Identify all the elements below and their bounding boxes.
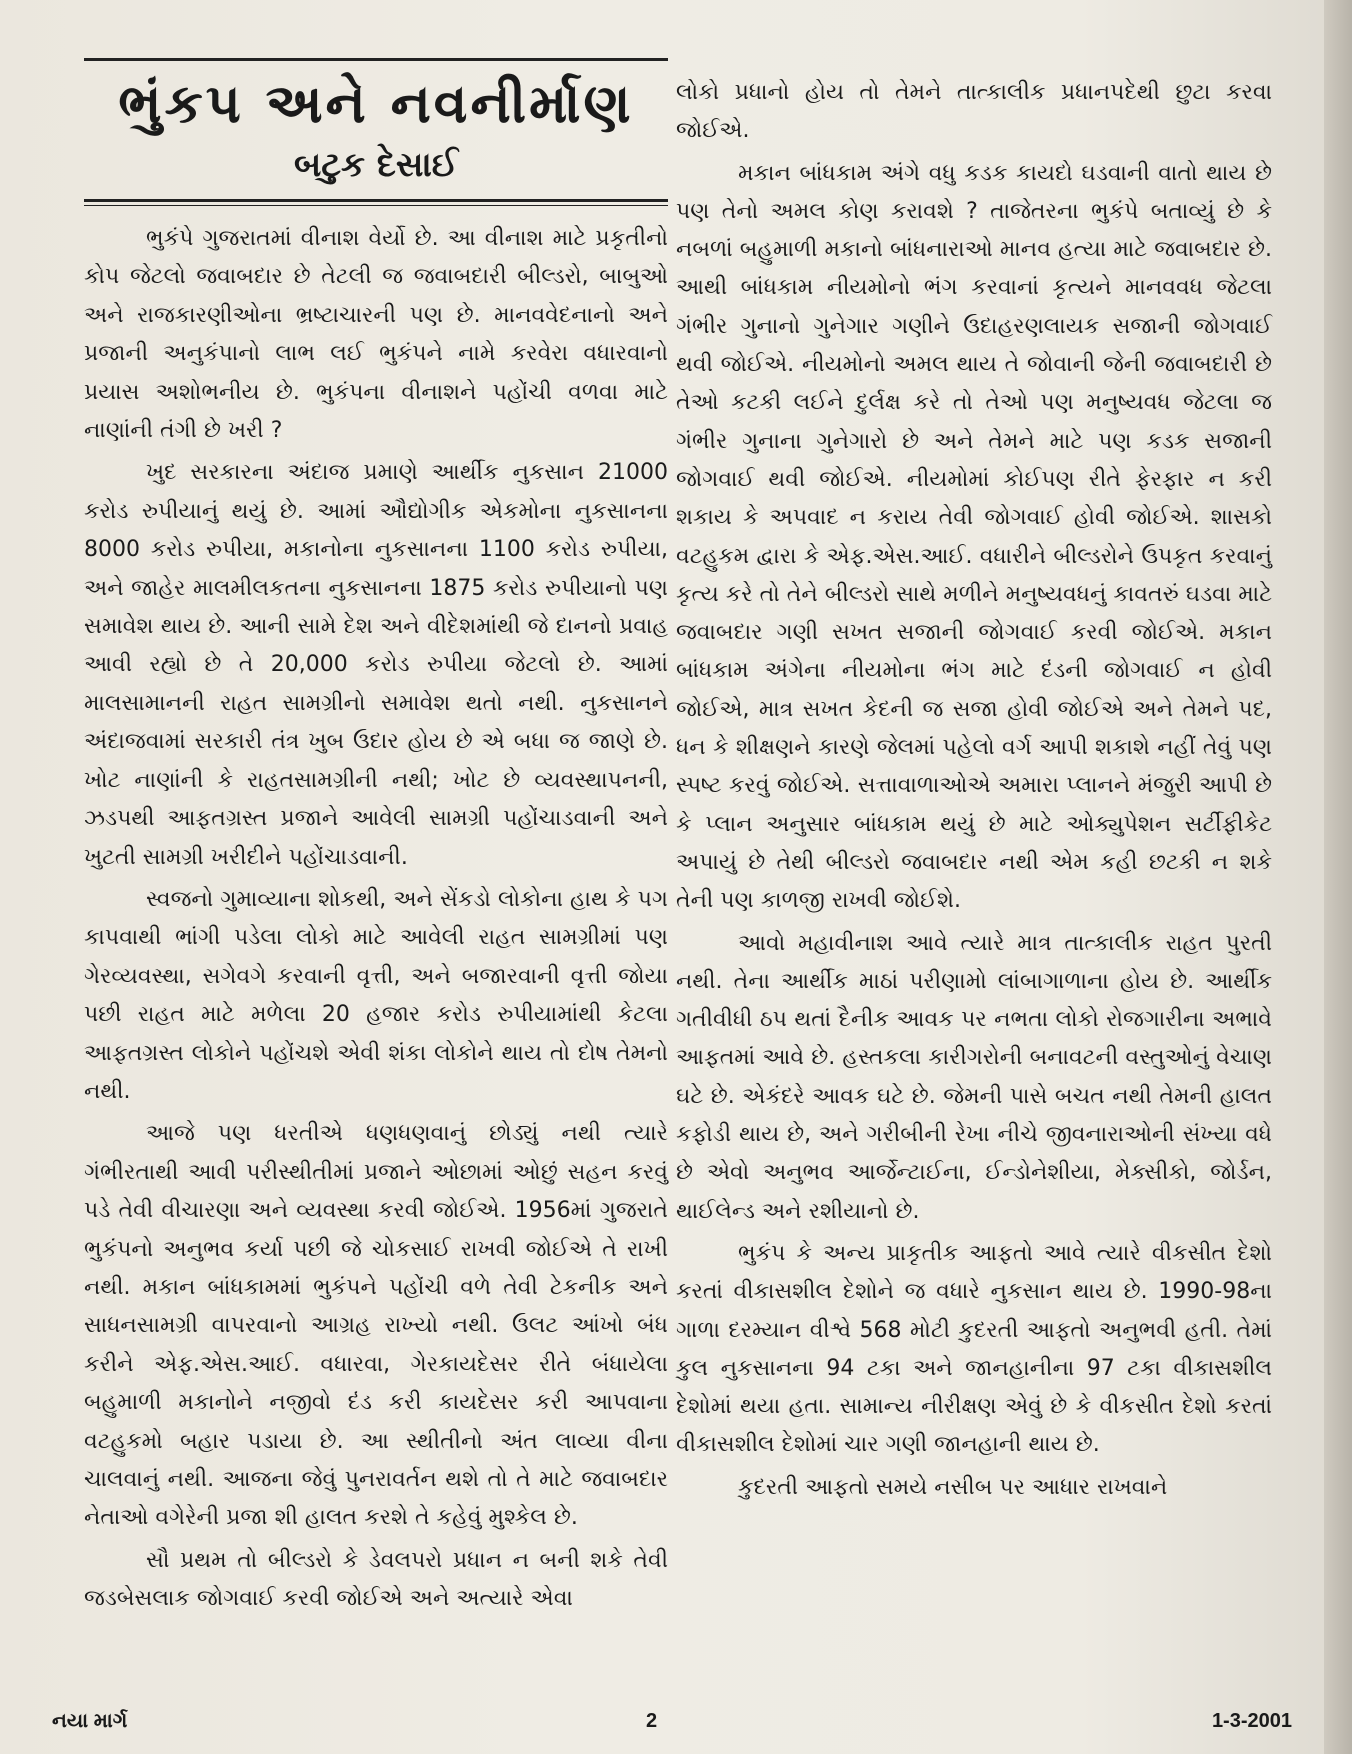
paragraph: કુદરતી આફતો સમયે નસીબ પર આધાર રાખવાને (738, 1474, 1168, 1500)
paragraph: ભુકંપે ગુજરાતમાં વીનાશ વેર્યો છે. આ વીનાશ માટે પ્રકૃતીનો કોપ જેટલો જવાબદાર છે તેટલી જ જવાબદારી બીલ્ડરો, બાબુઓ અને રાજકારણીઓના ભ્રષ્ટાચારની પણ છે. માનવવેદનાનો અને પ્રજાની અનુકંપાનો લાભ લઈ ભુકંપને નામે કરવેરા વધારવાનો પ્રયાસ અશોભનીય છે. ભુકંપના વીનાશને પહોંચી વળવા માટે નાણાંની તંગી છે ખરી ? (84, 226, 668, 444)
article-title: ભુંકપ અને નવનીર્માણ (118, 72, 634, 135)
paragraph: આવો મહાવીનાશ આવે ત્યારે માત્ર તાત્કાલીક રાહત પુરતી નથી. તેના આર્થીક માઠાં પરીણામો લાંબાગાળાના હોય છે. આર્થીક ગતીવીધી ઠપ થતાં દૈનીક આવક પર નભતા લોકો રોજગારીના અભાવે આફતમાં આવે છે. હસ્તકલા કારીગરોની બનાવટની વસ્તુઓનું વેચાણ ઘટે છે. એકંદરે આવક ઘટે છે. જેમની પાસે બચત નથી તેમની હાલત કફોડી થાય છે, અને ગરીબીની રેખા નીચે જીવનારાઓની સંખ્યા વધે છે એવો અનુભવ આર્જેન્ટાઈના, ઈન્ડોનેશીયા, મેક્સીકો, જોર્ડન, થાઈલેન્ડ અને રશીયાનો છે. (676, 930, 1272, 1224)
right-column (676, 74, 1272, 1511)
paragraph: ભુકંપ કે અન્ય પ્રાકૃતીક આફતો આવે ત્યારે વીકસીત દેશો કરતાં વીકાસશીલ દેશોને જ વધારે નુકસાન થાય છે. 1990-98ના ગાળા દરમ્યાન વીશ્વે 568 મોટી કુદરતી આફતો અનુભવી હતી. તેમાં કુલ નુકસાનના 94 ટકા અને જાનહાનીના 97 ટકા વીકાસશીલ દેશોમાં થયા હતા. સામાન્ય નીરીક્ષણ એવું છે કે વીકસીત દેશો કરતાં વીકાસશીલ દેશોમાં ચાર ગણી જાનહાની થાય છે. (676, 1240, 1272, 1458)
paragraph: લોકો પ્રધાનો હોય તો તેમને તાત્કાલીક પ્રધાનપદેથી છુટા કરવા જોઈએ. (676, 80, 1272, 144)
paragraph: સૌ પ્રથમ તો બીલ્ડરો કે ડેવલપરો પ્રધાન ન બની શકે તેવી જડબેસલાક જોગવાઈ કરવી જોઈએ અને અત્યારે એવા (84, 1547, 668, 1612)
magazine-name: નયા માર્ગ (52, 1710, 128, 1732)
page-edge-shadow (1324, 0, 1352, 1754)
page-number: 2 (646, 1710, 658, 1732)
issue-date: 1-3-2001 (1211, 1710, 1292, 1732)
title-rule-bottom (84, 199, 668, 206)
title-rule-top (84, 58, 668, 61)
article-author: બટુક દેસાઈ (293, 145, 459, 185)
paragraph: સ્વજનો ગુમાવ્યાના શોકથી, અને સેંકડો લોકોના હાથ કે પગ કાપવાથી ભાંગી પડેલા લોકો માટે આવેલી રાહત સામગ્રીમાં પણ ગેરવ્યવસ્થા, સગેવગે કરવાની વૃત્તી, અને બજારવાની વૃત્તી જોયા પછી રાહત માટે મળેલા 20 હજાર કરોડ રુપીયામાંથી કેટલા આફતગ્રસ્ત લોકોને પહોંચશે એવી શંકા લોકોને થાય તો દોષ તેમનો નથી. (84, 886, 668, 1104)
paragraph: આજે પણ ધરતીએ ધણધણવાનું છોડ્યું નથી ત્યારે ગંભીરતાથી આવી પરીસ્થીતીમાં પ્રજાને ઓછામાં ઓછું સહન કરવું પડે તેવી વીચારણા અને વ્યવસ્થા કરવી જોઈએ. 1956માં ગુજરાતે ભુકંપનો અનુભવ કર્યા પછી જે ચોકસાઈ રાખવી જોઈએ તે રાખી નથી. મકાન બાંધકામમાં ભુકંપને પહોંચી વળે તેવી ટેકનીક અને સાધનસામગ્રી વાપરવાનો આગ્રહ રાખ્યો નથી. ઉલટ આંખો બંધ કરીને એફ.એસ.આઈ. વધારવા, ગેરકાયદેસર રીતે બંધાયેલા બહુમાળી મકાનોને નજીવો દંડ કરી કાયદેસર કરી આપવાના વટહુકમો બહાર પડાયા છે. આ સ્થીતીનો અંત લાવ્યા વીના ચાલવાનું નથી. આજના જેવું પુનરાવર્તન થશે તો તે માટે જવાબદાર નેતાઓ વગેરેની પ્રજા શી હાલત કરશે તે કહેવું મુશ્કેલ છે. (84, 1121, 668, 1531)
paragraph: મકાન બાંધકામ અંગે વધુ કડક કાયદો ઘડવાની વાતો થાય છે પણ તેનો અમલ કોણ કરાવશે ? તાજેતરના ભુકંપે બતાવ્યું છે કે નબળાં બહુમાળી મકાનો બાંધનારાઓ માનવ હત્યા માટે જવાબદાર છે. આથી બાંધકામ નીયમોનો ભંગ કરવાનાં કૃત્યને માનવવધ જેટલા ગંભીર ગુનાનો ગુનેગાર ગણીને ઉદાહરણલાયક સજાની જોગવાઈ થવી જોઈએ. નીયમોનો અમલ થાય તે જોવાની જેની જવાબદારી છે તેઓ કટકી લઈને દુર્લક્ષ કરે તો તેઓ પણ મનુષ્યવધ જેટલા જ ગંભીર ગુનાના ગુનેગારો છે અને તેમને માટે પણ કડક સજાની જોગવાઈ થવી જોઈએ. નીયમોમાં કોઈપણ રીતે ફેરફાર ન કરી શકાય કે અપવાદ ન કરાય તેવી જોગવાઈ હોવી જોઈએ. શાસકો વટહુકમ દ્વારા કે એફ.એસ.આઈ. વધારીને બીલ્ડરોને ઉપકૃત કરવાનું કૃત્ય કરે તો તેને બીલ્ડરો સાથે મળીને મનુષ્યવધનું કાવતરું ઘડવા માટે જવાબદાર ગણી સખત સજાની જોગવાઈ કરવી જોઈએ. મકાન બાંધકામ અંગેના નીયમોના ભંગ માટે દંડની જોગવાઈ ન હોવી જોઈએ, માત્ર સખત કેદની જ સજા હોવી જોઈએ અને તેમને પદ, ધન કે શીક્ષણને કારણે જેલમાં પહેલો વર્ગ આપી શકાશે નહીં તેવું પણ સ્પષ્ટ કરવું જોઈએ. સત્તાવાળાઓએ અમારા પ્લાનને મંજુરી આપી છે કે પ્લાન અનુસાર બાંધકામ થયું છે માટે ઓક્યુપેશન સર્ટીફીકેટ અપાયું છે તેથી બીલ્ડરો જવાબદાર નથી એમ કહી છટકી ન શકે તેની પણ કાળજી રાખવી જોઈશે. (676, 160, 1272, 914)
left-column (84, 58, 668, 1623)
page-footer (52, 1710, 1292, 1742)
paragraph: ખુદ સરકારના અંદાજ પ્રમાણે આર્થીક નુકસાન 21000 કરોડ રુપીયાનું થયું છે. આમાં ઔદ્યોગીક એકમોના નુકસાનના 8000 કરોડ રુપીયા, મકાનોના નુકસાનના 1100 કરોડ રુપીયા, અને જાહેર માલમીલકતના નુકસાનના 1875 કરોડ રુપીયાનો પણ સમાવેશ થાય છે. આની સામે દેશ અને વીદેશમાંથી જે દાનનો પ્રવાહ આવી રહ્યો છે તે 20,000 કરોડ રુપીયા જેટલો છે. આમાં માલસામાનની રાહત સામગ્રીનો સમાવેશ થતો નથી. નુકસાનને અંદાજવામાં સરકારી તંત્ર ખુબ ઉદાર હોય છે એ બધા જ જાણે છે. ખોટ નાણાંની કે રાહતસામગ્રીની નથી; ખોટ છે વ્યવસ્થાપનની, ઝડપથી આફતગ્રસ્ત પ્રજાને આવેલી સામગ્રી પહોંચાડવાની અને ખુટતી સામગ્રી ખરીદીને પહોંચાડવાની. (84, 460, 668, 870)
